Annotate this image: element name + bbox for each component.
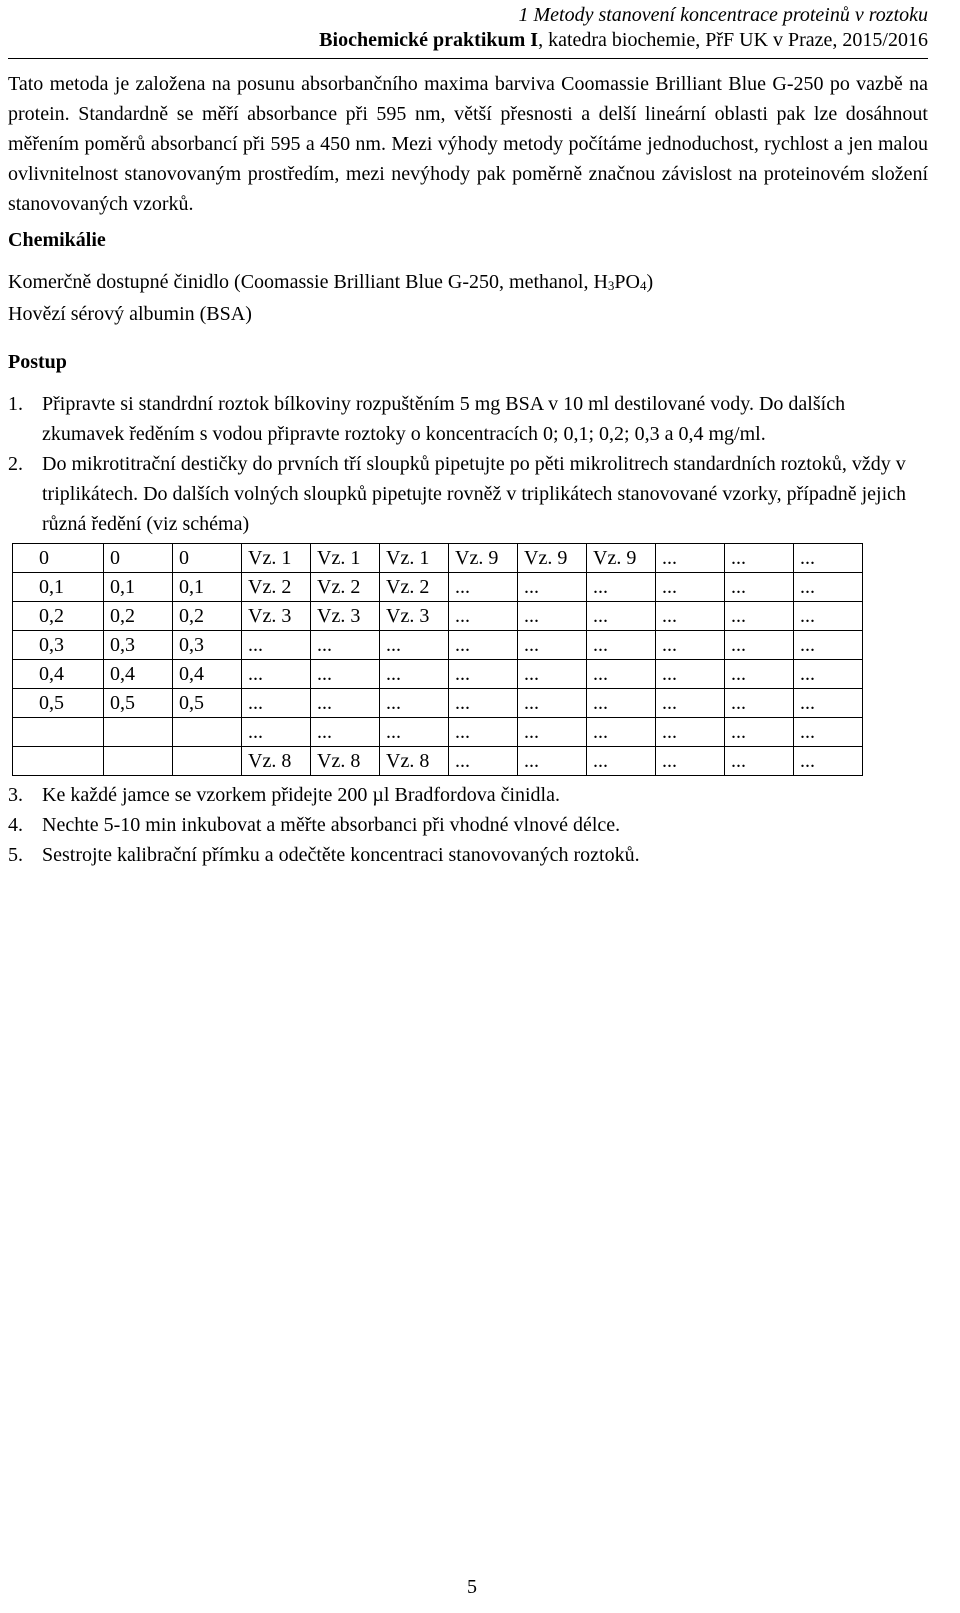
table-cell: ... [587, 689, 656, 718]
plate-scheme-body [13, 544, 863, 776]
procedure-steps [8, 389, 928, 539]
table-cell: ... [587, 631, 656, 660]
table-row [13, 602, 863, 631]
table-cell: Vz. 2 [380, 573, 449, 602]
page-number: 5 [467, 1576, 477, 1598]
chapter-title: 1 Metody stanovení koncentrace proteinů v roztoku [518, 4, 928, 26]
table-cell: Vz. 2 [242, 573, 311, 602]
table-cell: ... [311, 660, 380, 689]
table-cell: 0,5 [104, 689, 173, 718]
table-cell [13, 747, 104, 776]
table-cell: 0,3 [173, 631, 242, 660]
table-row [13, 631, 863, 660]
table-cell: ... [587, 602, 656, 631]
table-cell: 0 [104, 544, 173, 573]
table-cell: ... [518, 718, 587, 747]
table-cell: ... [311, 718, 380, 747]
table-cell: ... [656, 747, 725, 776]
table-cell: ... [449, 718, 518, 747]
table-cell: ... [587, 573, 656, 602]
course-line [8, 28, 928, 52]
table-cell: ... [311, 631, 380, 660]
table-cell: ... [242, 631, 311, 660]
table-cell: ... [725, 573, 794, 602]
table-cell: 0,5 [13, 689, 104, 718]
table-cell: 0,4 [104, 660, 173, 689]
table-row [13, 747, 863, 776]
table-cell: 0 [13, 544, 104, 573]
table-cell: ... [449, 602, 518, 631]
table-cell: ... [380, 660, 449, 689]
table-cell: ... [518, 631, 587, 660]
table-cell: ... [449, 573, 518, 602]
table-cell: Vz. 8 [380, 747, 449, 776]
table-cell: ... [656, 573, 725, 602]
table-cell: ... [518, 573, 587, 602]
chemical-bsa: Hovězí sérový albumin (BSA) [8, 303, 252, 325]
table-cell: ... [794, 718, 863, 747]
table-cell: ... [725, 660, 794, 689]
table-cell: 0,4 [173, 660, 242, 689]
table-cell: ... [725, 718, 794, 747]
table-cell: Vz. 8 [311, 747, 380, 776]
table-cell [173, 718, 242, 747]
table-cell: ... [725, 631, 794, 660]
table-cell: Vz. 8 [242, 747, 311, 776]
table-cell: 0,1 [104, 573, 173, 602]
postup-heading: Postup [8, 351, 67, 373]
table-cell: Vz. 9 [449, 544, 518, 573]
table-cell: 0,2 [104, 602, 173, 631]
page-header [8, 0, 928, 59]
chemicals-list [8, 267, 928, 329]
course-name: Biochemické praktikum I [319, 29, 539, 51]
table-row [13, 544, 863, 573]
procedure-steps-cont [8, 780, 928, 870]
table-cell [104, 747, 173, 776]
table-cell: ... [311, 689, 380, 718]
table-cell: ... [656, 689, 725, 718]
table-cell: ... [242, 689, 311, 718]
table-cell: Vz. 1 [380, 544, 449, 573]
table-cell: ... [725, 602, 794, 631]
table-cell: 0,1 [173, 573, 242, 602]
table-cell: 0,3 [13, 631, 104, 660]
table-cell: Vz. 1 [311, 544, 380, 573]
table-cell [173, 747, 242, 776]
table-cell: ... [242, 718, 311, 747]
chemikalie-heading: Chemikálie [8, 229, 106, 251]
table-cell: Vz. 3 [311, 602, 380, 631]
table-cell: ... [518, 602, 587, 631]
table-cell: ... [725, 747, 794, 776]
table-cell: ... [656, 602, 725, 631]
table-cell: ... [794, 689, 863, 718]
step-5: 5. Sestrojte kalibrační přímku a odečtěte koncentraci stanovovaných roztoků. [8, 844, 640, 866]
table-cell: ... [380, 631, 449, 660]
table-cell: ... [794, 631, 863, 660]
table-cell: ... [656, 660, 725, 689]
table-cell: 0,2 [13, 602, 104, 631]
table-cell: ... [380, 689, 449, 718]
step-3: 3. Ke každé jamce se vzorkem přidejte 200 µl Bradfordova činidla. [8, 784, 560, 806]
table-cell: ... [794, 747, 863, 776]
course-details: , katedra biochemie, PřF UK v Praze, 2015/2016 [538, 29, 928, 51]
table-cell: ... [725, 689, 794, 718]
step-1: 1. Připravte si standrdní roztok bílkoviny rozpuštěním 5 mg BSA v 10 ml destilované vody. Do dalších zkumavek ředěním s vodou připravte roztoky o koncentracích 0; 0,1; 0,2; 0,3 a 0,4 mg/ml. [8, 393, 846, 445]
table-cell: 0,5 [173, 689, 242, 718]
table-cell: ... [587, 660, 656, 689]
table-cell [104, 718, 173, 747]
table-cell: 0,1 [13, 573, 104, 602]
table-cell: ... [242, 660, 311, 689]
table-cell: ... [518, 747, 587, 776]
table-cell: ... [449, 660, 518, 689]
table-cell: Vz. 3 [242, 602, 311, 631]
table-row [13, 573, 863, 602]
table-cell: ... [794, 602, 863, 631]
table-cell: ... [449, 747, 518, 776]
table-cell: Vz. 9 [518, 544, 587, 573]
header-divider [8, 58, 928, 59]
table-cell: ... [794, 573, 863, 602]
intro-paragraph: Tato metoda je založena na posunu absorbančního maxima barviva Coomassie Brilliant Blue G-250 po vazbě na protein. Standardně se měří absorbance při 595 nm, větší přesnosti a delší lineární oblasti pak lze dosáhnout měřením poměrů absorbancí při 595 a 450 nm. Mezi výhody metody počítáme jednoduchost, rychlost a jen malou ovlivnitelnost stanovovaným prostředím, mezi nevýhody pak poměrně značnou závislost na proteinovém složení stanovovaných vzorků. [8, 73, 928, 215]
table-cell: 0,2 [173, 602, 242, 631]
table-cell: ... [725, 544, 794, 573]
table-cell: ... [587, 747, 656, 776]
table-cell: ... [656, 631, 725, 660]
table-row [13, 660, 863, 689]
table-cell: 0,3 [104, 631, 173, 660]
table-cell: ... [449, 689, 518, 718]
table-cell: ... [518, 689, 587, 718]
plate-scheme-table [12, 543, 863, 776]
table-cell: ... [656, 544, 725, 573]
table-cell: ... [380, 718, 449, 747]
table-row [13, 689, 863, 718]
table-cell: ... [656, 718, 725, 747]
table-cell: 0,4 [13, 660, 104, 689]
chemical-reagent: Komerčně dostupné činidlo (Coomassie Brilliant Blue G-250, methanol, $H_3PO_4$) [8, 271, 654, 293]
table-cell: 0 [173, 544, 242, 573]
table-cell: Vz. 2 [311, 573, 380, 602]
table-cell: Vz. 9 [587, 544, 656, 573]
step-2: 2. Do mikrotitrační destičky do prvních tří sloupků pipetujte po pěti mikrolitrech standardních roztoků, vždy v triplikátech. Do dalších volných sloupků pipetujte rovněž v triplikátech stanovované vzorky, případně jejich různá ředění (viz schéma) [8, 453, 907, 535]
table-cell [13, 718, 104, 747]
table-cell: ... [449, 631, 518, 660]
table-row [13, 718, 863, 747]
table-cell: ... [794, 660, 863, 689]
document-page [8, 0, 928, 870]
table-cell: ... [518, 660, 587, 689]
table-cell: ... [794, 544, 863, 573]
table-cell: Vz. 3 [380, 602, 449, 631]
step-4: 4. Nechte 5-10 min inkubovat a měřte absorbanci při vhodné vlnové délce. [8, 814, 621, 836]
table-cell: ... [587, 718, 656, 747]
table-cell: Vz. 1 [242, 544, 311, 573]
